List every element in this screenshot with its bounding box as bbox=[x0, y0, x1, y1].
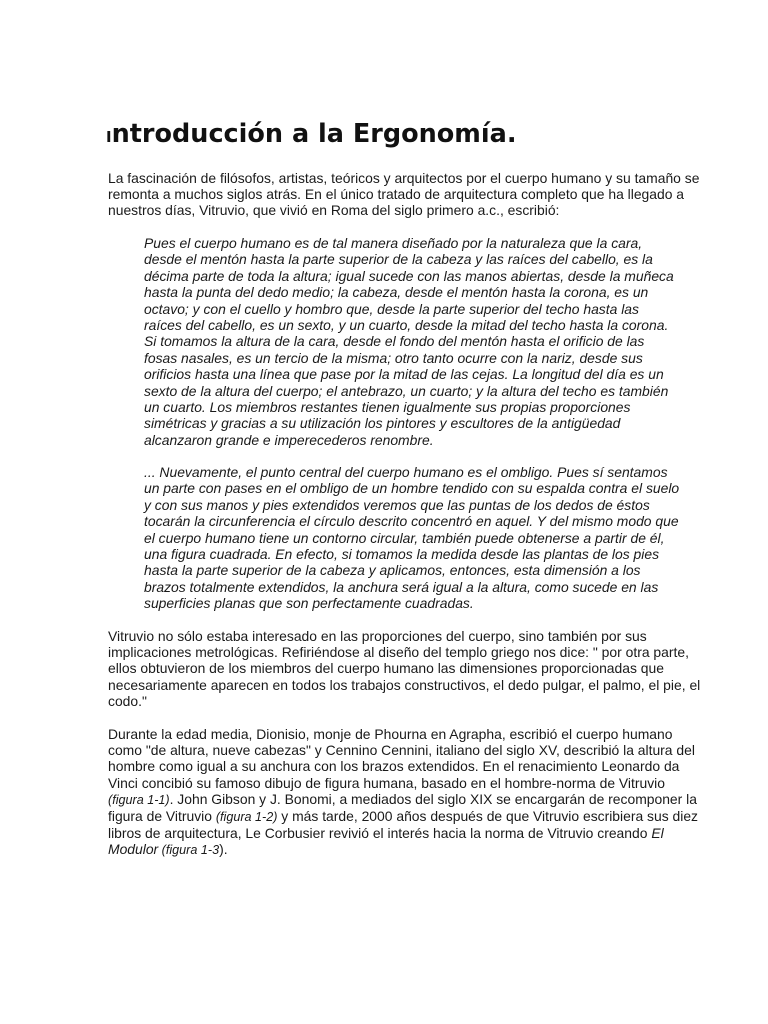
quote-line: un cuarto. Los miembros restantes tienen igualmente sus propias proporciones bbox=[144, 399, 631, 416]
title-text: ntroducción a la Ergonomía. bbox=[111, 119, 517, 149]
text-run: . John Gibson y J. Bonomi, a mediados del siglo XIX se encargarán de recomponer la bbox=[169, 790, 697, 807]
page-title bbox=[106, 118, 517, 153]
figure-reference: (figura 1-3 bbox=[158, 843, 220, 858]
text-line: Vitruvio no sólo estaba interesado en las proporciones del cuerpo, sino también por sus bbox=[108, 628, 647, 644]
text-line: implicaciones metrológicas. Refiriéndose al diseño del templo griego nos dice: " por otra parte, bbox=[108, 644, 689, 661]
book-title: Modulor bbox=[108, 841, 159, 858]
quote-line: Pues el cuerpo humano es de tal manera diseñado por la naturaleza que la cara, bbox=[144, 235, 643, 251]
book-title: El bbox=[651, 825, 664, 842]
text-line: remonta a muchos siglos atrás. En el único tratado de arquitectura completo que ha llegado a bbox=[108, 186, 685, 203]
intro-paragraph bbox=[108, 170, 698, 219]
quote-line: sexto de la altura del cuerpo; el antebrazo, un cuarto; y la altura del techo es también bbox=[144, 382, 669, 399]
text-run: ). bbox=[219, 841, 228, 858]
quote-line: una figura cuadrada. En efecto, si tomamos la medida desde las plantas de los pies bbox=[144, 546, 660, 563]
quote-line: tocarán la circunferencia el círculo descrito concentró en aquel. Y del mismo modo que bbox=[144, 513, 679, 530]
quote-line: el cuerpo humano tiene un contorno circular, también puede obtenerse a partir de él, bbox=[144, 529, 665, 546]
text-line bbox=[108, 791, 698, 808]
quote-line: superficies planas que son perfectamente cuadradas. bbox=[144, 595, 474, 612]
quote-line: desde el mentón hasta la parte superior de la cabeza y las raíces del cabello, es la bbox=[144, 251, 653, 268]
text-run: figura de Vitruvio bbox=[108, 808, 216, 825]
text-line: Vinci concibió su famoso dibujo de figura humana, basado en el hombre-norma de Vitruvio bbox=[108, 774, 665, 791]
quote-line: hasta la parte superior de la cabeza y aplicamos, entonces, esta dimensión a los bbox=[144, 562, 641, 579]
text-line: ellos obtuvieron de los miembros del cuerpo humano las dimensiones proporcionadas que bbox=[108, 660, 664, 677]
vitruvius-quote-1 bbox=[144, 235, 684, 448]
text-line: como "de altura, nueve cabezas" y Cennino Cennini, italiano del siglo XV, describió la altura del bbox=[108, 742, 695, 759]
text-line: La fascinación de filósofos, artistas, teóricos y arquitectos por el cuerpo humano y su tamaño se bbox=[108, 170, 700, 186]
vitruvius-quote-2 bbox=[144, 464, 684, 612]
quote-line: Si tomamos la altura de la cara, desde el fondo del mentón hasta el orificio de las bbox=[144, 333, 645, 350]
quote-line: fosas nasales, es un tercio de la misma; otro tanto ocurre con la nariz, desde sus bbox=[144, 349, 643, 366]
text-line bbox=[108, 825, 698, 841]
text-line: Durante la edad media, Dionisio, monje de Phourna en Agrapha, escribió el cuerpo humano bbox=[108, 726, 673, 742]
history-paragraph bbox=[108, 726, 698, 859]
text-run: y más tarde, 2000 años después de que Vitruvio escribiera sus diez bbox=[277, 808, 699, 825]
title-initial: I bbox=[106, 128, 112, 146]
quote-line: y con sus manos y pies extendidos veremos que las puntas de los dedos de éstos bbox=[144, 496, 650, 513]
quote-line: orificios hasta una línea que pase por la mitad de las cejas. La longitud del día es un bbox=[144, 366, 664, 383]
quote-line: raíces del cabello, es un sexto, y un cuarto, desde la mitad del techo hasta la corona. bbox=[144, 317, 669, 334]
quote-line: alcanzaron grande e imperecederos renombre. bbox=[144, 431, 434, 448]
text-line: nuestros días, Vitruvio, que vivió en Roma del siglo primero a.c., escribió: bbox=[108, 202, 560, 219]
quote-line: simétricas y gracias a su utilización los pintores y escultores de la antigüedad bbox=[144, 415, 621, 432]
quote-line: brazos totalmente extendidos, la anchura será igual a la altura, como sucede en las bbox=[144, 578, 659, 595]
metrology-paragraph bbox=[108, 628, 701, 709]
quote-line: octavo; y con el cuello y hombro que, desde la parte superior del techo hasta las bbox=[144, 300, 639, 317]
text-run: libros de arquitectura, Le Corbusier revivió el interés hacia la norma de Vitruvio creando bbox=[108, 825, 652, 842]
text-line: codo." bbox=[108, 692, 147, 709]
text-line bbox=[108, 841, 698, 858]
figure-reference: (figura 1-2) bbox=[215, 810, 278, 825]
quote-line: hasta la punta del dedo medio; la cabeza, desde el mentón hasta la corona, es un bbox=[144, 284, 649, 301]
quote-line: un parte con pases en el ombligo de un hombre tendido con su espalda contra el suelo bbox=[144, 480, 680, 497]
quote-line: ... Nuevamente, el punto central del cuerpo humano es el ombligo. Pues sí sentamos bbox=[144, 464, 668, 480]
figure-reference: (figura 1-1) bbox=[108, 792, 170, 807]
text-line bbox=[108, 808, 698, 825]
quote-line: décima parte de toda la altura; igual sucede con las manos abiertas, desde la muñeca bbox=[144, 267, 674, 284]
text-line: necesariamente aparecen en todos los trabajos constructivos, el dedo pulgar, el palmo, el pie, el bbox=[108, 676, 701, 693]
text-line: hombre como igual a su anchura con los brazos extendidos. En el renacimiento Leonardo da bbox=[108, 758, 680, 775]
